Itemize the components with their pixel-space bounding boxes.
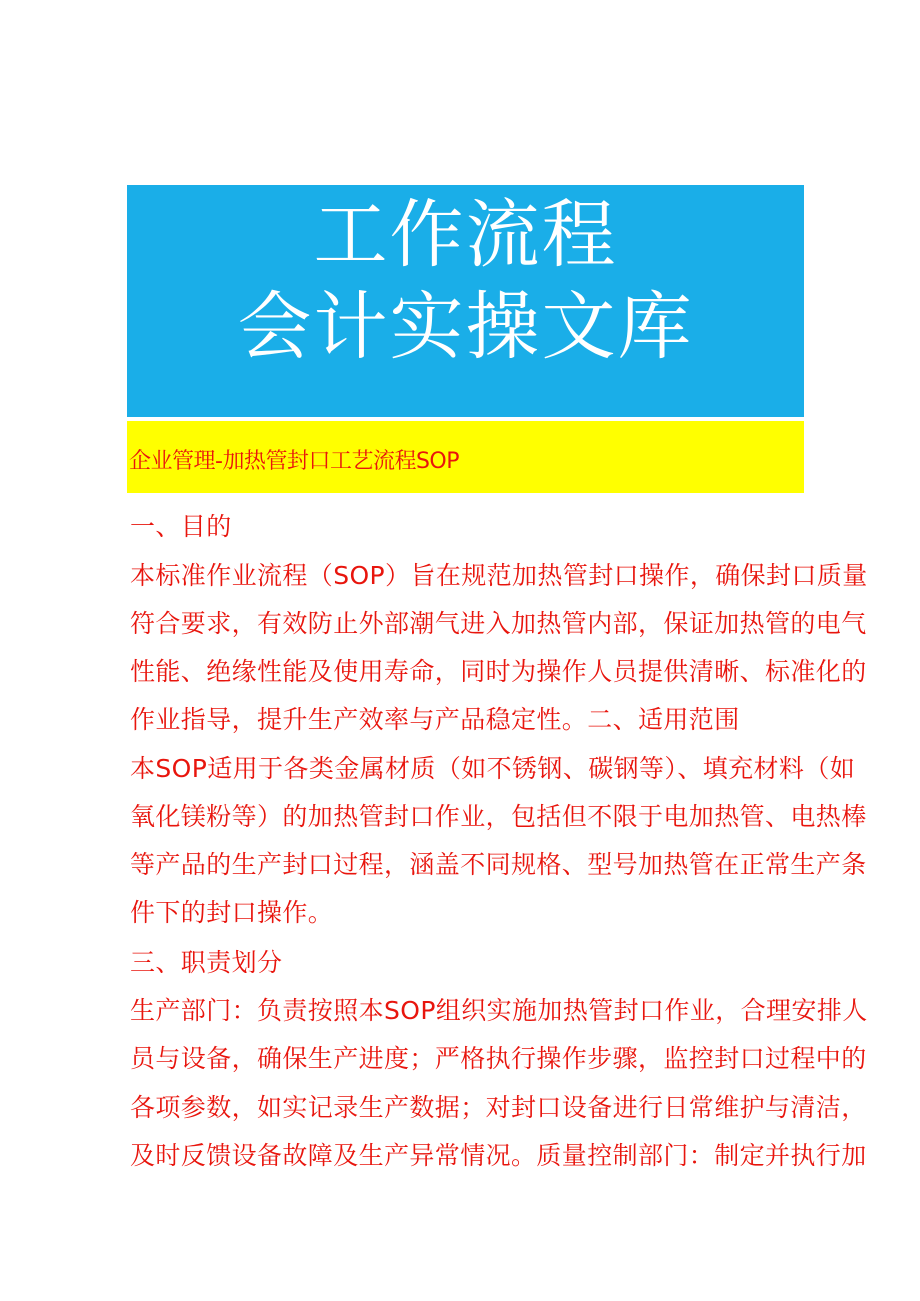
section-heading-responsibilities: 三、职责划分 — [130, 948, 283, 977]
banner-title-line-1: 工作流程 — [313, 192, 618, 278]
body-line: 各项参数，如实记录生产数据；对封口设备进行日常维护与清洁， — [130, 1093, 867, 1122]
body-line: 符合要求，有效防止外部潮气进入加热管内部，保证加热管的电气 — [130, 609, 867, 638]
body-line: 性能、绝缘性能及使用寿命，同时为操作人员提供清晰、标准化的 — [130, 657, 867, 686]
subtitle-bar — [127, 421, 804, 493]
document-subtitle: 企业管理-加热管封口工艺流程SOP — [129, 449, 459, 474]
body-line: 本标准作业流程（SOP）旨在规范加热管封口操作，确保封口质量 — [130, 561, 868, 590]
body-line: 生产部门：负责按照本SOP组织实施加热管封口作业，合理安排人 — [130, 996, 868, 1025]
banner-title-line-2: 会计实操文库 — [237, 284, 694, 370]
body-line: 作业指导，提升生产效率与产品稳定性。二、适用范围 — [130, 705, 740, 734]
body-line: 及时反馈设备故障及生产异常情况。质量控制部门：制定并执行加 — [130, 1141, 867, 1170]
title-banner — [127, 185, 804, 417]
body-line: 本SOP适用于各类金属材质（如不锈钢、碳钢等）、填充材料（如 — [130, 754, 856, 783]
body-line: 件下的封口操作。 — [130, 898, 334, 927]
body-line: 等产品的生产封口过程，涵盖不同规格、型号加热管在正常生产条 — [130, 850, 867, 879]
section-heading-purpose: 一、目的 — [130, 512, 232, 541]
body-line: 员与设备，确保生产进度；严格执行操作步骤，监控封口过程中的 — [130, 1044, 867, 1073]
body-line: 氧化镁粉等）的加热管封口作业，包括但不限于电加热管、电热棒 — [130, 802, 867, 831]
